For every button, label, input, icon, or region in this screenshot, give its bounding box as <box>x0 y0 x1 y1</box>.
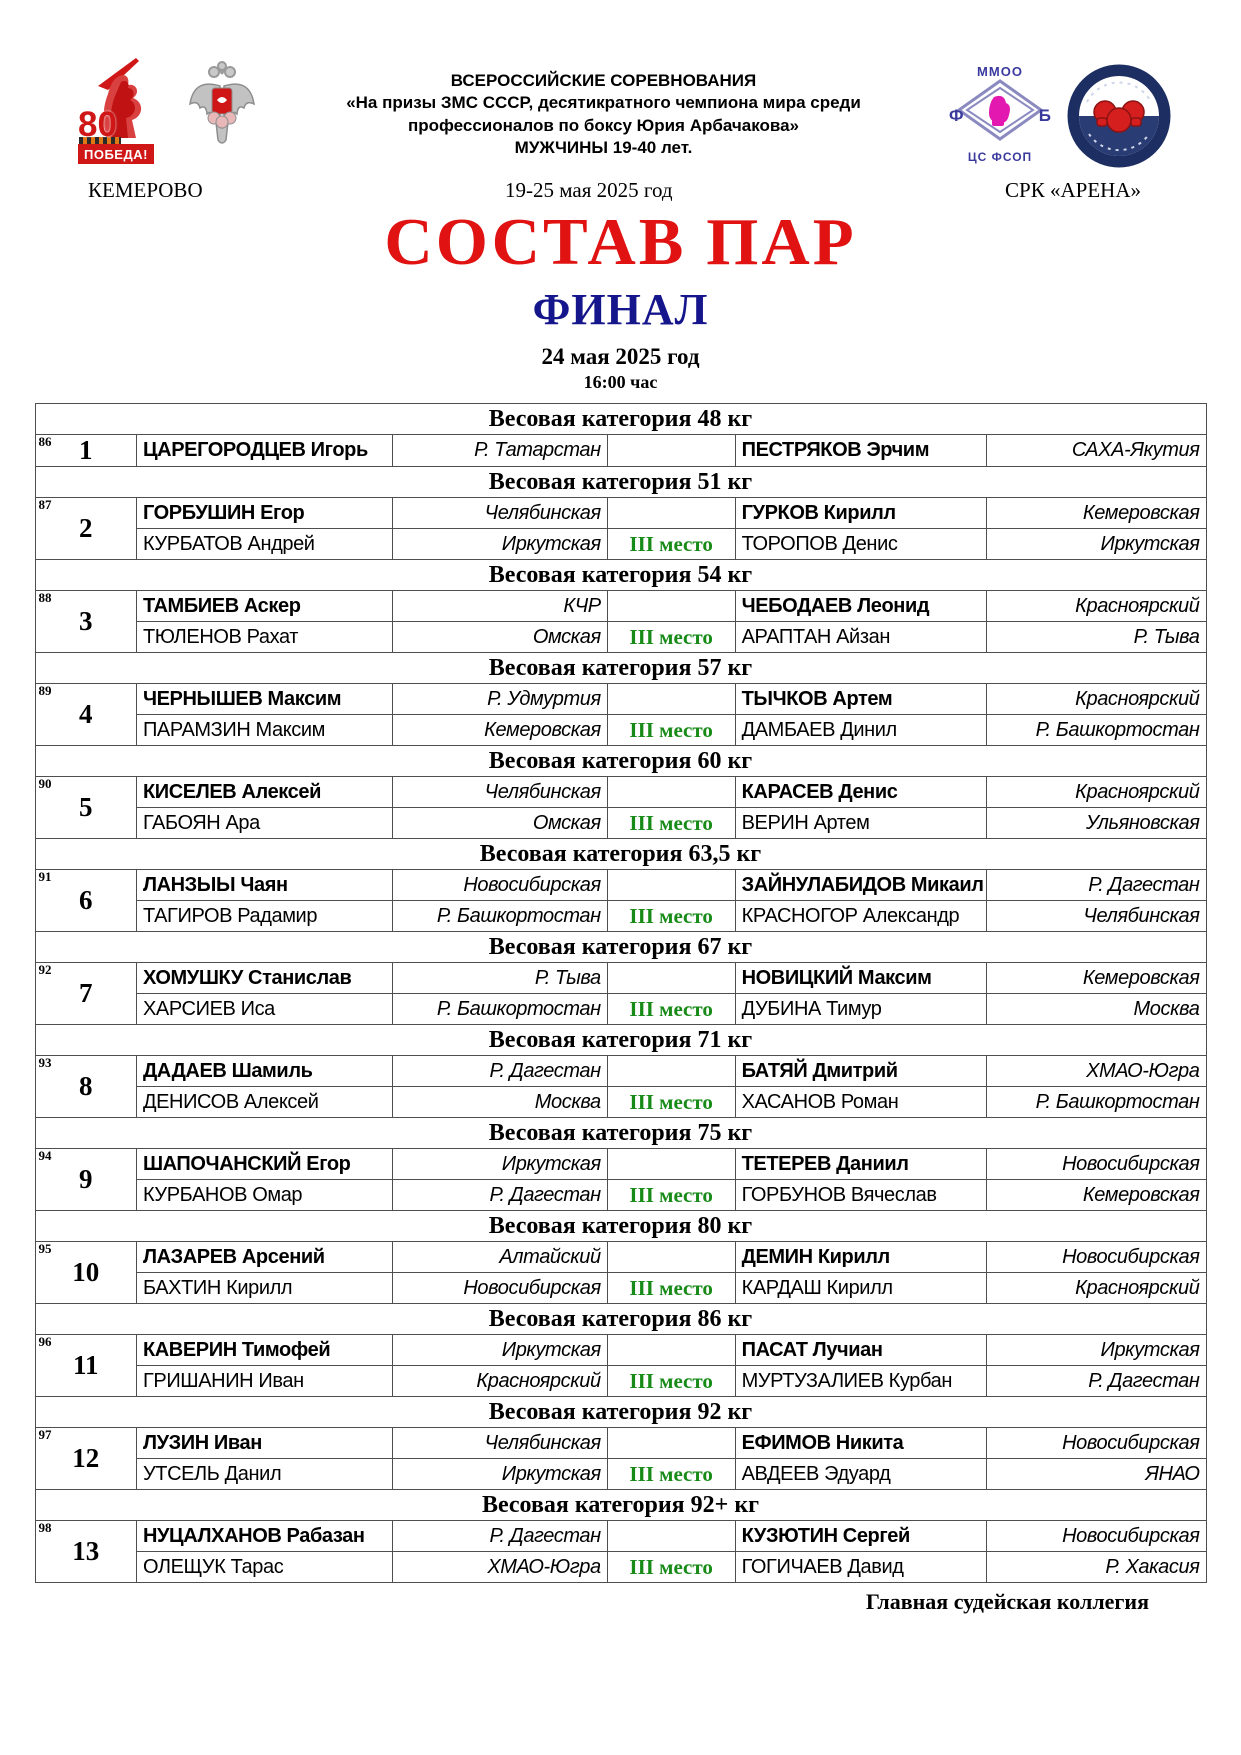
third-place-blue-name: ГОРБУНОВ Вячеслав <box>735 1180 987 1211</box>
bout-number: 4 <box>78 699 93 730</box>
third-place-red-name: ТЮЛЕНОВ Рахат <box>136 622 392 653</box>
blue-corner-region: ХМАО-Югра <box>987 1056 1206 1087</box>
blue-corner-name: КАРАСЕВ Денис <box>735 777 987 808</box>
final-bout-row <box>35 1521 1206 1552</box>
place-cell-empty <box>607 498 735 529</box>
third-place-blue-region: Челябинская <box>987 901 1206 932</box>
final-bout-row <box>35 684 1206 715</box>
blue-corner-name: БАТЯЙ Дмитрий <box>735 1056 987 1087</box>
third-place-row <box>35 529 1206 560</box>
third-place-red-region: Новосибирская <box>392 1273 607 1304</box>
third-place-label: III место <box>607 808 735 839</box>
third-place-red-name: БАХТИН Кирилл <box>136 1273 392 1304</box>
blue-corner-region: Новосибирская <box>987 1428 1206 1459</box>
place-cell-empty <box>607 684 735 715</box>
bout-code: 95 <box>38 1241 52 1257</box>
third-place-row <box>35 622 1206 653</box>
bout-number: 1 <box>78 435 93 466</box>
third-place-label: III место <box>607 715 735 746</box>
venue-label: СРК «АРЕНА» <box>1005 178 1141 202</box>
place-cell-empty <box>607 1335 735 1366</box>
weight-category-header: Весовая категория 54 кг <box>35 560 1206 591</box>
red-corner-region: Р. Дагестан <box>392 1521 607 1552</box>
city-label: КЕМЕРОВО <box>88 178 203 202</box>
final-bout-row <box>35 591 1206 622</box>
bout-code: 89 <box>38 683 52 699</box>
bout-number-cell <box>35 1335 136 1397</box>
competition-line-2: «На призы ЗМС СССР, десятикратного чемпиона мира среди <box>346 93 861 113</box>
weight-category-row <box>35 1490 1206 1521</box>
third-place-blue-name: ДАМБАЕВ Динил <box>735 715 987 746</box>
bout-number: 10 <box>72 1257 100 1288</box>
weight-category-row <box>35 839 1206 870</box>
third-place-red-name: ОЛЕЩУК Тарас <box>136 1552 392 1583</box>
weight-category-row <box>35 1025 1206 1056</box>
third-place-red-name: ХАРСИЕВ Иса <box>136 994 392 1025</box>
final-bout-row <box>35 777 1206 808</box>
red-corner-name: ГОРБУШИН Егор <box>136 498 392 529</box>
footer-signature: Главная судейская коллегия <box>865 1589 1149 1615</box>
third-place-red-name: УТСЕЛЬ Данил <box>136 1459 392 1490</box>
third-place-row <box>35 1459 1206 1490</box>
bout-code: 97 <box>38 1427 52 1443</box>
blue-corner-region: Новосибирская <box>987 1521 1206 1552</box>
weight-category-header: Весовая категория 92+ кг <box>35 1490 1206 1521</box>
third-place-row <box>35 715 1206 746</box>
third-place-blue-name: ВЕРИН Артем <box>735 808 987 839</box>
bout-number-cell <box>35 777 136 839</box>
third-place-label: III место <box>607 1180 735 1211</box>
red-corner-name: КАВЕРИН Тимофей <box>136 1335 392 1366</box>
third-place-label: III место <box>607 994 735 1025</box>
bout-number-cell <box>35 498 136 560</box>
third-place-red-region: Омская <box>392 808 607 839</box>
place-date-row <box>0 168 1241 203</box>
red-corner-name: ШАПОЧАНСКИЙ Егор <box>136 1149 392 1180</box>
red-corner-region: Иркутская <box>392 1149 607 1180</box>
red-corner-region: КЧР <box>392 591 607 622</box>
final-bout-row <box>35 435 1206 467</box>
blue-corner-region: Красноярский <box>987 591 1206 622</box>
third-place-blue-name: ДУБИНА Тимур <box>735 994 987 1025</box>
red-corner-name: КИСЕЛЕВ Алексей <box>136 777 392 808</box>
third-place-row <box>35 1087 1206 1118</box>
third-place-blue-region: Р. Тыва <box>987 622 1206 653</box>
bout-number: 2 <box>78 513 93 544</box>
blue-corner-name: ТЕТЕРЕВ Даниил <box>735 1149 987 1180</box>
bout-code: 87 <box>38 497 52 513</box>
place-cell-empty <box>607 870 735 901</box>
victory-80-logo-icon <box>78 56 164 164</box>
third-place-blue-region: Красноярский <box>987 1273 1206 1304</box>
weight-category-header: Весовая категория 60 кг <box>35 746 1206 777</box>
weight-category-header: Весовая категория 48 кг <box>35 404 1206 435</box>
fsop-right-letter: Б <box>1038 106 1051 125</box>
third-place-red-region: Омская <box>392 622 607 653</box>
weight-category-header: Весовая категория 63,5 кг <box>35 839 1206 870</box>
third-place-red-region: Р. Дагестан <box>392 1180 607 1211</box>
third-place-row <box>35 808 1206 839</box>
place-cell-empty <box>607 1149 735 1180</box>
third-place-row <box>35 994 1206 1025</box>
red-corner-name: ЛУЗИН Иван <box>136 1428 392 1459</box>
third-place-label: III место <box>607 1273 735 1304</box>
bout-number: 6 <box>78 885 93 916</box>
bout-number: 3 <box>78 606 93 637</box>
red-corner-region: Челябинская <box>392 1428 607 1459</box>
third-place-blue-region: Кемеровская <box>987 1180 1206 1211</box>
place-cell-empty <box>607 591 735 622</box>
weight-category-header: Весовая категория 57 кг <box>35 653 1206 684</box>
weight-category-row <box>35 932 1206 963</box>
third-place-red-region: Иркутская <box>392 1459 607 1490</box>
bout-number: 12 <box>72 1443 100 1474</box>
event-time: 16:00 час <box>583 372 658 393</box>
third-place-blue-region: Р. Башкортостан <box>987 715 1206 746</box>
third-place-red-region: Кемеровская <box>392 715 607 746</box>
third-place-label: III место <box>607 1552 735 1583</box>
third-place-red-region: Москва <box>392 1087 607 1118</box>
fsop-diamond-icon <box>949 79 1051 141</box>
weight-category-header: Весовая категория 92 кг <box>35 1397 1206 1428</box>
weight-category-row <box>35 467 1206 498</box>
bout-number: 13 <box>72 1536 100 1567</box>
bout-number: 11 <box>72 1350 99 1381</box>
third-place-blue-region: Ульяновская <box>987 808 1206 839</box>
third-place-red-name: ГАБОЯН Ара <box>136 808 392 839</box>
pairs-table-body <box>35 404 1206 1583</box>
third-place-blue-name: МУРТУЗАЛИЕВ Курбан <box>735 1366 987 1397</box>
blue-corner-region: САХА-Якутия <box>987 435 1206 467</box>
red-corner-region: Челябинская <box>392 777 607 808</box>
third-place-row <box>35 1273 1206 1304</box>
page-title: СОСТАВ ПАР <box>384 205 857 279</box>
final-bout-row <box>35 1335 1206 1366</box>
red-corner-name: ТАМБИЕВ Аскер <box>136 591 392 622</box>
red-corner-name: ЛАНЗЫЫ Чаян <box>136 870 392 901</box>
bout-number-cell <box>35 963 136 1025</box>
third-place-blue-name: ГОГИЧАЕВ Давид <box>735 1552 987 1583</box>
header-logo-row <box>0 0 1241 168</box>
bout-number-cell <box>35 684 136 746</box>
third-place-row <box>35 1552 1206 1583</box>
blue-corner-region: Кемеровская <box>987 498 1206 529</box>
red-corner-region: Р. Удмуртия <box>392 684 607 715</box>
blue-corner-name: ПАСАТ Лучиан <box>735 1335 987 1366</box>
blue-corner-region: Красноярский <box>987 777 1206 808</box>
weight-category-header: Весовая категория 86 кг <box>35 1304 1206 1335</box>
blue-corner-name: ПЕСТРЯКОВ Эрчим <box>735 435 987 467</box>
blue-corner-name: ТЫЧКОВ Артем <box>735 684 987 715</box>
final-bout-row <box>35 1149 1206 1180</box>
blue-corner-name: НОВИЦКИЙ Максим <box>735 963 987 994</box>
weight-category-row <box>35 746 1206 777</box>
bout-number: 5 <box>78 792 93 823</box>
bout-number-cell <box>35 870 136 932</box>
weight-category-header: Весовая категория 75 кг <box>35 1118 1206 1149</box>
blue-corner-region: Кемеровская <box>987 963 1206 994</box>
bout-code: 90 <box>38 776 52 792</box>
final-bout-row <box>35 498 1206 529</box>
bout-code: 96 <box>38 1334 52 1350</box>
third-place-red-name: ГРИШАНИН Иван <box>136 1366 392 1397</box>
place-cell-empty <box>607 963 735 994</box>
final-bout-row <box>35 1242 1206 1273</box>
red-corner-region: Р. Дагестан <box>392 1056 607 1087</box>
pairs-table <box>35 403 1207 1583</box>
place-cell-empty <box>607 1521 735 1552</box>
blue-corner-region: Иркутская <box>987 1335 1206 1366</box>
third-place-red-name: ДЕНИСОВ Алексей <box>136 1087 392 1118</box>
third-place-row <box>35 901 1206 932</box>
weight-category-row <box>35 1118 1206 1149</box>
third-place-blue-region: Иркутская <box>987 529 1206 560</box>
fsop-federation-logo-icon <box>949 64 1051 164</box>
final-bout-row <box>35 1056 1206 1087</box>
bout-number-cell <box>35 1149 136 1211</box>
blue-corner-region: Р. Дагестан <box>987 870 1206 901</box>
third-place-blue-name: КАРДАШ Кирилл <box>735 1273 987 1304</box>
boxing-federation-round-logo-icon <box>1067 64 1171 168</box>
weight-category-row <box>35 1304 1206 1335</box>
bout-code: 94 <box>38 1148 52 1164</box>
bout-number: 9 <box>78 1164 93 1195</box>
weight-category-header: Весовая категория 67 кг <box>35 932 1206 963</box>
red-corner-name: ЦАРЕГОРОДЦЕВ Игорь <box>136 435 392 467</box>
bout-number-cell <box>35 1521 136 1583</box>
third-place-blue-region: Р. Дагестан <box>987 1366 1206 1397</box>
bout-code: 88 <box>38 590 52 606</box>
weight-category-header: Весовая категория 71 кг <box>35 1025 1206 1056</box>
third-place-blue-name: КРАСНОГОР Александр <box>735 901 987 932</box>
place-cell-empty <box>607 1428 735 1459</box>
victory-number: 80 <box>78 105 117 144</box>
third-place-red-name: ТАГИРОВ Радамир <box>136 901 392 932</box>
blue-corner-name: КУЗЮТИН Сергей <box>735 1521 987 1552</box>
red-corner-region: Иркутская <box>392 1335 607 1366</box>
fsop-left-letter: Ф <box>949 106 964 125</box>
weight-category-row <box>35 560 1206 591</box>
weight-category-row <box>35 1211 1206 1242</box>
weight-category-header: Весовая категория 51 кг <box>35 467 1206 498</box>
third-place-blue-name: АРАПТАН Айзан <box>735 622 987 653</box>
bout-code: 86 <box>38 434 52 450</box>
third-place-blue-region: ЯНАО <box>987 1459 1206 1490</box>
third-place-red-region: ХМАО-Югра <box>392 1552 607 1583</box>
weight-category-row <box>35 653 1206 684</box>
bout-number-cell <box>35 591 136 653</box>
red-corner-name: НУЦАЛХАНОВ Рабазан <box>136 1521 392 1552</box>
final-bout-row <box>35 870 1206 901</box>
competition-header-text <box>272 56 935 160</box>
competition-line-1: ВСЕРОССИЙСКИЕ СОРЕВНОВАНИЯ <box>450 71 757 90</box>
blue-corner-name: ДЕМИН Кирилл <box>735 1242 987 1273</box>
blue-corner-region: Новосибирская <box>987 1242 1206 1273</box>
fsop-top-label: ММОО <box>977 64 1023 79</box>
bout-code: 92 <box>38 962 52 978</box>
red-corner-name: ЛАЗАРЕВ Арсений <box>136 1242 392 1273</box>
ministry-eagle-emblem-icon <box>186 56 258 156</box>
place-cell-empty <box>607 1056 735 1087</box>
third-place-label: III место <box>607 529 735 560</box>
bout-number-cell <box>35 1242 136 1304</box>
third-place-blue-name: ХАСАНОВ Роман <box>735 1087 987 1118</box>
place-cell-empty <box>607 777 735 808</box>
bout-number: 7 <box>78 978 93 1009</box>
blue-corner-region: Красноярский <box>987 684 1206 715</box>
competition-line-4: МУЖЧИНЫ 19-40 лет. <box>514 138 693 158</box>
final-bout-row <box>35 963 1206 994</box>
third-place-red-region: Иркутская <box>392 529 607 560</box>
bout-number: 8 <box>78 1071 93 1102</box>
red-corner-region: Р. Татарстан <box>392 435 607 467</box>
weight-category-row <box>35 404 1206 435</box>
third-place-blue-region: Р. Хакасия <box>987 1552 1206 1583</box>
weight-category-row <box>35 1397 1206 1428</box>
third-place-label: III место <box>607 901 735 932</box>
third-place-red-region: Р. Башкортостан <box>392 994 607 1025</box>
red-corner-name: ДАДАЕВ Шамиль <box>136 1056 392 1087</box>
blue-corner-name: ЗАЙНУЛАБИДОВ Микаил <box>735 870 987 901</box>
third-place-red-region: Красноярский <box>392 1366 607 1397</box>
victory-label: ПОБЕДА! <box>78 144 154 164</box>
bout-code: 93 <box>38 1055 52 1071</box>
event-date: 24 мая 2025 год <box>541 344 700 369</box>
third-place-label: III место <box>607 622 735 653</box>
bout-number-cell <box>35 1056 136 1118</box>
red-corner-name: ЧЕРНЫШЕВ Максим <box>136 684 392 715</box>
red-corner-region: Новосибирская <box>392 870 607 901</box>
red-corner-region: Алтайский <box>392 1242 607 1273</box>
fsop-bottom-label: ЦС ФСОП <box>967 150 1033 164</box>
bout-number-cell <box>35 1428 136 1490</box>
bout-number-cell <box>35 435 136 467</box>
third-place-blue-region: Р. Башкортостан <box>987 1087 1206 1118</box>
competition-line-3: профессионалов по боксу Юрия Арбачакова» <box>407 115 800 135</box>
weight-category-header: Весовая категория 80 кг <box>35 1211 1206 1242</box>
third-place-blue-region: Москва <box>987 994 1206 1025</box>
third-place-red-region: Р. Башкортостан <box>392 901 607 932</box>
stage-title: ФИНАЛ <box>532 285 709 334</box>
third-place-label: III место <box>607 1366 735 1397</box>
blue-corner-region: Новосибирская <box>987 1149 1206 1180</box>
third-place-label: III место <box>607 1087 735 1118</box>
third-place-red-name: КУРБАТОВ Андрей <box>136 529 392 560</box>
third-place-row <box>35 1180 1206 1211</box>
blue-corner-name: ЧЕБОДАЕВ Леонид <box>735 591 987 622</box>
third-place-blue-name: АВДЕЕВ Эдуард <box>735 1459 987 1490</box>
third-place-red-name: ПАРАМЗИН Максим <box>136 715 392 746</box>
red-corner-region: Р. Тыва <box>392 963 607 994</box>
competition-dates: 19-25 мая 2025 год <box>505 178 673 202</box>
third-place-blue-name: ТОРОПОВ Денис <box>735 529 987 560</box>
bout-code: 98 <box>38 1520 52 1536</box>
blue-corner-name: ГУРКОВ Кирилл <box>735 498 987 529</box>
third-place-label: III место <box>607 1459 735 1490</box>
red-corner-name: ХОМУШКУ Станислав <box>136 963 392 994</box>
third-place-red-name: КУРБАНОВ Омар <box>136 1180 392 1211</box>
place-cell-empty <box>607 435 735 467</box>
final-bout-row <box>35 1428 1206 1459</box>
blue-corner-name: ЕФИМОВ Никита <box>735 1428 987 1459</box>
place-cell-empty <box>607 1242 735 1273</box>
third-place-row <box>35 1366 1206 1397</box>
bout-code: 91 <box>38 869 52 885</box>
red-corner-region: Челябинская <box>392 498 607 529</box>
